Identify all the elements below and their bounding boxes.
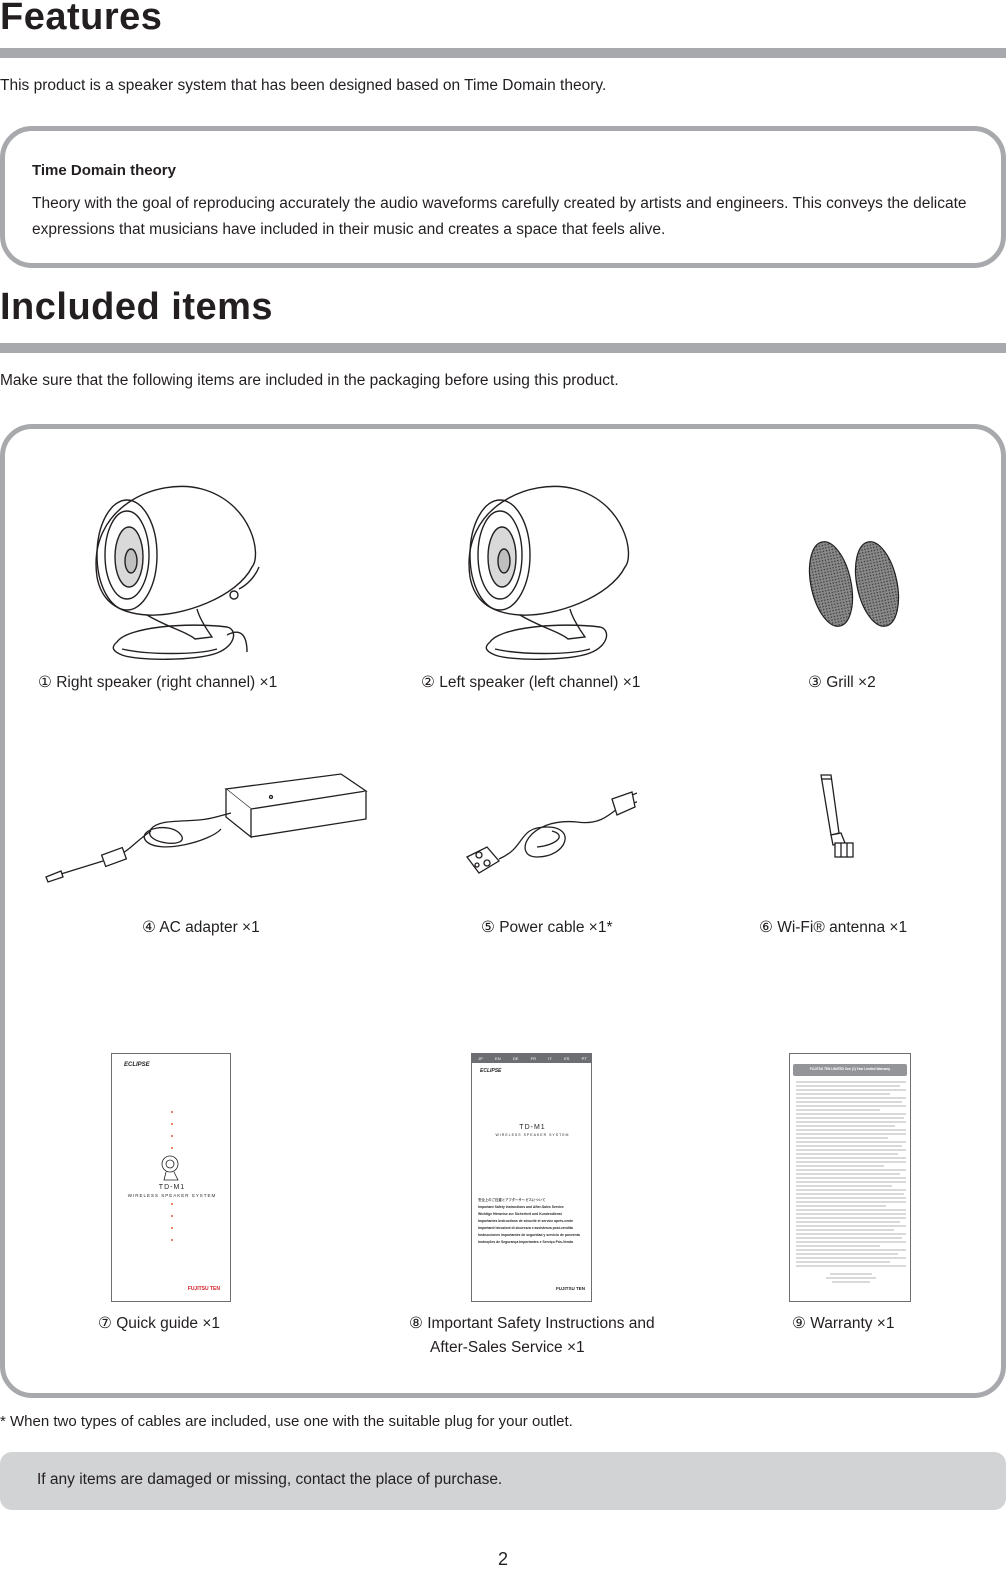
notice-box bbox=[0, 1452, 1006, 1510]
lang-tab: JP bbox=[478, 1056, 483, 1061]
safety-title-list bbox=[478, 1197, 590, 1246]
features-intro: This product is a speaker system that has been designed based on Time Domain theory. bbox=[0, 77, 607, 94]
time-domain-title: Time Domain theory bbox=[32, 162, 176, 179]
safety-line: 安全上のご注意とアフターサービスについて bbox=[478, 1198, 546, 1202]
lang-tab: DE bbox=[512, 1056, 519, 1061]
page-number: 2 bbox=[497, 1549, 508, 1569]
time-domain-box bbox=[0, 126, 1006, 268]
safety-maker: FUJITSU TEN bbox=[555, 1286, 585, 1291]
item-quick-guide-label: ⑦ Quick guide ×1 bbox=[98, 1315, 221, 1332]
lang-tab: ES bbox=[564, 1056, 570, 1061]
included-rule bbox=[0, 343, 1006, 353]
item-grill-label: ③ Grill ×2 bbox=[808, 674, 876, 691]
features-rule bbox=[0, 48, 1006, 58]
safety-line: Importanti Istruzioni di sicurezza e assistenza post-vendita bbox=[478, 1226, 573, 1230]
safety-subtitle: WIRELESS SPEAKER SYSTEM bbox=[495, 1133, 570, 1137]
safety-line: Wichtige Hinweise zur Sicherheit und Kundendienst bbox=[478, 1212, 562, 1216]
lang-tab: IT bbox=[548, 1056, 552, 1061]
safety-line: Instruções de Segurança Importantes e Serviço Pós-Venda bbox=[478, 1240, 573, 1244]
item-warranty-label: ⑨ Warranty ×1 bbox=[792, 1315, 895, 1332]
warranty-text-lines bbox=[790, 1054, 911, 1302]
safety-line: Important Safety Instructions and After-Sales Service bbox=[478, 1205, 564, 1209]
ac-adapter-illustration bbox=[41, 769, 371, 889]
lang-tab: EN bbox=[495, 1056, 501, 1061]
features-heading: Features bbox=[0, 0, 163, 38]
quick-guide-dots bbox=[112, 1054, 231, 1302]
item-power-cable-label: ⑤ Power cable ×1* bbox=[481, 919, 613, 936]
safety-line: Instrucciones importantes de seguridad y servicio de posventa bbox=[478, 1233, 580, 1237]
safety-line: Importantes Instructions de sécurité et service après-vente bbox=[478, 1219, 574, 1223]
power-cable-illustration bbox=[457, 787, 637, 887]
item-ac-adapter-label: ④ AC adapter ×1 bbox=[142, 919, 260, 936]
quick-guide-illustration bbox=[111, 1053, 231, 1302]
footnote: * When two types of cables are included, use one with the suitable plug for your outlet. bbox=[0, 1413, 573, 1430]
warranty-title: FUJITSU TEN LIMITED One (1) Year Limited Warranty bbox=[809, 1067, 891, 1071]
safety-model: TD-M1 bbox=[519, 1124, 546, 1131]
item-wifi-antenna-label: ⑥ Wi-Fi® antenna ×1 bbox=[759, 919, 908, 936]
safety-brand: ECLIPSE bbox=[480, 1068, 502, 1074]
safety-booklet-illustration bbox=[471, 1053, 592, 1302]
item-left-speaker-label: ② Left speaker (left channel) ×1 bbox=[421, 674, 641, 691]
quick-guide-model: TD-M1 bbox=[158, 1184, 186, 1191]
quick-guide-subtitle: WIRELESS SPEAKER SYSTEM bbox=[127, 1193, 217, 1198]
right-speaker-illustration bbox=[87, 477, 267, 662]
included-items-box bbox=[0, 424, 1006, 1398]
time-domain-body: Theory with the goal of reproducing accurately the audio waveforms carefully created by artists and engineers. This conveys the delicate expressions that musicians have included in their music and creates a space that feels alive. bbox=[32, 195, 967, 238]
grill-illustration bbox=[805, 537, 905, 632]
notice-text: If any items are damaged or missing, contact the place of purchase. bbox=[37, 1471, 503, 1488]
lang-tab: FR bbox=[530, 1056, 537, 1061]
wifi-antenna-illustration bbox=[813, 773, 863, 863]
lang-tab: PT bbox=[581, 1056, 587, 1061]
included-heading: Included items bbox=[0, 286, 274, 328]
item-safety-label: ⑧ Important Safety Instructions and bbox=[409, 1315, 655, 1332]
quick-guide-maker: FUJITSU TEN bbox=[187, 1286, 220, 1292]
item-safety-label-line2: After-Sales Service ×1 bbox=[430, 1339, 585, 1356]
quick-guide-brand: ECLIPSE bbox=[124, 1062, 150, 1068]
item-right-speaker-label: ① Right speaker (right channel) ×1 bbox=[38, 674, 278, 691]
safety-lang-bar bbox=[472, 1054, 592, 1063]
left-speaker-illustration bbox=[460, 477, 640, 662]
warranty-illustration bbox=[789, 1053, 911, 1302]
included-intro: Make sure that the following items are included in the packaging before using this product. bbox=[0, 372, 619, 389]
